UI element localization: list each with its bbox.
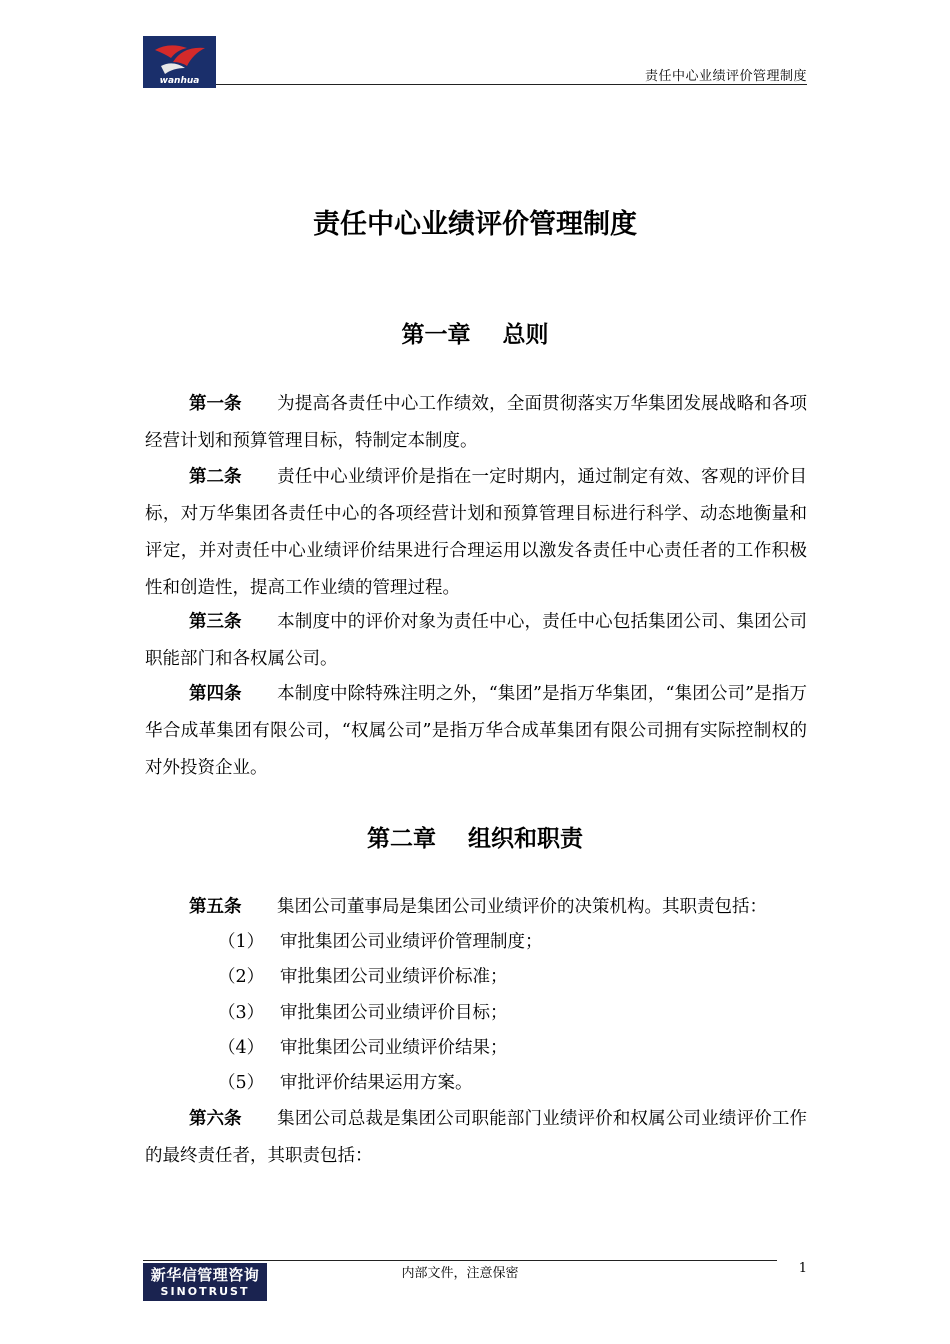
- item-number: （3）: [218, 1003, 265, 1023]
- chapter-heading-2: [0, 820, 950, 853]
- item-text: 审批集团公司业绩评价目标；: [280, 1003, 508, 1023]
- footer-logo-en: SINOTRUST: [160, 1285, 250, 1298]
- article-1: [145, 386, 807, 460]
- article-text: 集团公司董事局是集团公司业绩评价的决策机构。其职责包括：: [277, 897, 767, 917]
- company-logo: [143, 36, 216, 88]
- item-text: 审批集团公司业绩评价结果；: [280, 1038, 508, 1058]
- item-text: 审批集团公司业绩评价标准；: [280, 967, 508, 987]
- chapter-name: 组织和职责: [468, 826, 583, 852]
- item-text: 审批集团公司业绩评价管理制度；: [280, 932, 543, 952]
- chapter-number: 第二章: [367, 826, 436, 852]
- chapter-heading-1: [0, 316, 950, 349]
- article-text: 集团公司总裁是集团公司职能部门业绩评价和权属公司业绩评价工作的最终责任者，其职责包括：: [145, 1109, 807, 1166]
- item-text: 审批评价结果运用方案。: [280, 1073, 473, 1093]
- item-number: （1）: [218, 932, 265, 952]
- article-label: 第四条: [189, 684, 242, 704]
- article-6: [145, 1101, 807, 1175]
- list-item: [218, 959, 508, 995]
- list-item: [218, 1065, 473, 1101]
- chapter-name: 总则: [502, 322, 549, 348]
- item-number: （4）: [218, 1038, 265, 1058]
- footer-confidential-note: 内部文件，注意保密: [401, 1266, 519, 1281]
- chapter-number: 第一章: [401, 322, 471, 348]
- page-number: 1: [798, 1261, 807, 1276]
- article-3: [145, 604, 807, 678]
- article-text: 责任中心业绩评价是指在一定时期内，通过制定有效、客观的评价目标，对万华集团各责任中心的各项经营计划和预算管理目标进行科学、动态地衡量和评定，并对责任中心业绩评价结果进行合理运用以激发各责任中心责任者的工作积极性和创造性，提高工作业绩的管理过程。: [145, 467, 807, 598]
- footer-divider: [143, 1260, 777, 1261]
- list-item: [218, 924, 543, 960]
- footer-logo-cn: 新华信管理咨询: [150, 1266, 260, 1284]
- article-label: 第五条: [189, 897, 242, 917]
- article-text: 为提高各责任中心工作绩效，全面贯彻落实万华集团发展战略和各项经营计划和预算管理目标，特制定本制度。: [145, 394, 807, 451]
- article-label: 第二条: [189, 467, 242, 487]
- article-label: 第六条: [189, 1109, 242, 1129]
- svg-text:wanhua: wanhua: [159, 76, 200, 86]
- list-item: [218, 995, 508, 1031]
- wanhua-logo-icon: [143, 36, 216, 88]
- article-label: 第一条: [189, 394, 242, 414]
- header-doc-name: 责任中心业绩评价管理制度: [644, 69, 807, 84]
- article-text: 本制度中除特殊注明之外，“集团”是指万华集团，“集团公司”是指万华合成革集团有限公司，“权属公司”是指万华合成革集团有限公司拥有实际控制权的对外投资企业。: [145, 684, 807, 778]
- item-number: （5）: [218, 1073, 265, 1093]
- article-4: [145, 676, 807, 787]
- page-title: 责任中心业绩评价管理制度: [313, 209, 637, 240]
- article-text: 本制度中的评价对象为责任中心，责任中心包括集团公司、集团公司职能部门和各权属公司。: [145, 612, 807, 669]
- article-2: [145, 459, 807, 607]
- item-number: （2）: [218, 967, 265, 987]
- list-item: [218, 1030, 508, 1066]
- article-label: 第三条: [189, 612, 242, 632]
- article-5: [145, 889, 807, 926]
- header-divider: [216, 84, 807, 85]
